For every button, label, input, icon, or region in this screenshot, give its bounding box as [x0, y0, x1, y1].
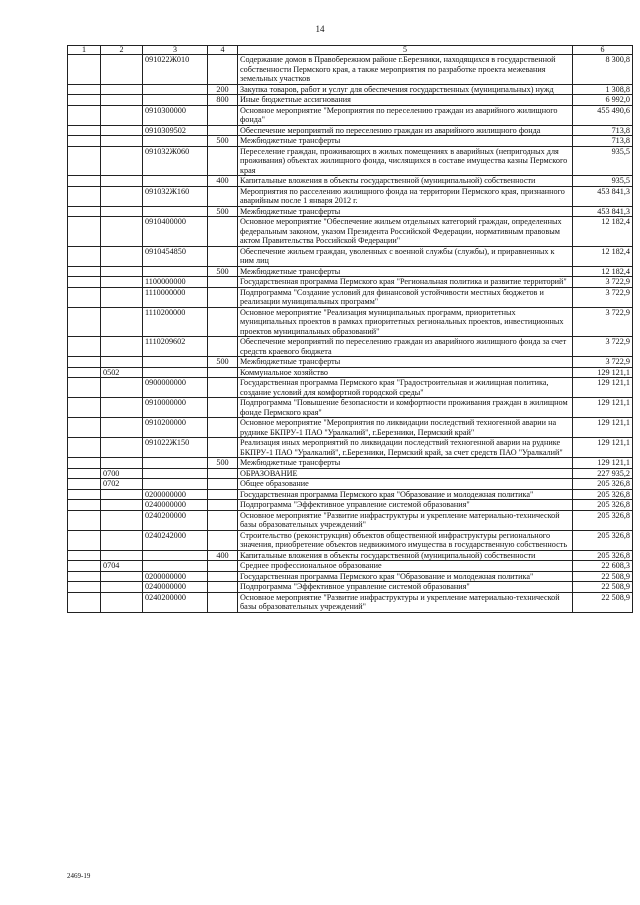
row-number-cell [68, 95, 101, 106]
table-row [68, 479, 633, 490]
row-number-cell [68, 266, 101, 277]
target-article-cell [143, 479, 208, 490]
target-article-cell: 0910000000 [143, 398, 208, 418]
section-code-cell [101, 550, 143, 561]
section-code-cell [101, 246, 143, 266]
target-article-cell [143, 561, 208, 572]
amount-cell: 205 326,8 [573, 479, 633, 490]
description-cell: Основное мероприятие "Мероприятия по ликвидации последствий техногенной аварии на руднике БКПРУ-1 ПАО "Уралкалий", г.Березники, Пермский край" [238, 418, 573, 438]
target-article-cell: 1110209602 [143, 337, 208, 357]
description-cell: Государственная программа Пермского края "Региональная политика и развитие территорий" [238, 277, 573, 288]
expense-type-cell [208, 217, 238, 247]
row-number-cell [68, 206, 101, 217]
footer-code: 2469-19 [67, 872, 91, 880]
section-code-cell [101, 418, 143, 438]
amount-cell: 3 722,9 [573, 277, 633, 288]
amount-cell: 12 182,4 [573, 266, 633, 277]
table-row [68, 561, 633, 572]
amount-cell: 205 326,8 [573, 510, 633, 530]
amount-cell: 129 121,1 [573, 398, 633, 418]
row-number-cell [68, 84, 101, 95]
header-cell-5: 5 [238, 46, 573, 55]
table-row [68, 571, 633, 582]
description-cell: Межбюджетные трансферты [238, 136, 573, 147]
table-row [68, 125, 633, 136]
row-number-cell [68, 246, 101, 266]
section-code-cell [101, 55, 143, 85]
target-article-cell [143, 367, 208, 378]
header-cell-6: 6 [573, 46, 633, 55]
expense-type-cell: 500 [208, 266, 238, 277]
table-row [68, 489, 633, 500]
expense-type-cell [208, 55, 238, 85]
description-cell: Обеспечение мероприятий по переселению граждан из аварийного жилищного фонда [238, 125, 573, 136]
expense-type-cell: 500 [208, 357, 238, 368]
header-cell-2: 2 [101, 46, 143, 55]
table-row [68, 105, 633, 125]
row-number-cell [68, 438, 101, 458]
target-article-cell [143, 84, 208, 95]
amount-cell: 205 326,8 [573, 500, 633, 511]
budget-table [67, 45, 633, 613]
row-number-cell [68, 136, 101, 147]
row-number-cell [68, 479, 101, 490]
description-cell: Основное мероприятие "Мероприятия по переселению граждан из аварийного жилищного фонда" [238, 105, 573, 125]
header-cell-4: 4 [208, 46, 238, 55]
section-code-cell [101, 136, 143, 147]
target-article-cell: 091032Ж060 [143, 146, 208, 176]
description-cell: Основное мероприятие "Обеспечение жильем отдельных категорий граждан, определенных федеральным законом, указом Президента Российской Федерации, нормативным правовым актом Правительства Российской Федерации" [238, 217, 573, 247]
description-cell: Среднее профессиональное образование [238, 561, 573, 572]
section-code-cell [101, 530, 143, 550]
expense-type-cell [208, 287, 238, 307]
table-row [68, 582, 633, 593]
section-code-cell [101, 125, 143, 136]
section-code-cell [101, 337, 143, 357]
section-code-cell [101, 206, 143, 217]
section-code-cell [101, 146, 143, 176]
row-number-cell [68, 500, 101, 511]
expense-type-cell [208, 479, 238, 490]
amount-cell: 453 841,3 [573, 186, 633, 206]
expense-type-cell [208, 398, 238, 418]
target-article-cell: 0910454850 [143, 246, 208, 266]
amount-cell: 713,8 [573, 125, 633, 136]
section-code-cell [101, 84, 143, 95]
expense-type-cell [208, 500, 238, 511]
table-row [68, 398, 633, 418]
section-code-cell [101, 277, 143, 288]
target-article-cell: 1110200000 [143, 307, 208, 337]
expense-type-cell [208, 438, 238, 458]
section-code-cell: 0704 [101, 561, 143, 572]
expense-type-cell [208, 307, 238, 337]
description-cell: Мероприятия по расселению жилищного фонда на территории Пермского края, признанного аварийным после 1 января 2012 г. [238, 186, 573, 206]
section-code-cell: 0700 [101, 468, 143, 479]
amount-cell: 129 121,1 [573, 378, 633, 398]
row-number-cell [68, 357, 101, 368]
table-row [68, 55, 633, 85]
target-article-cell: 0910200000 [143, 418, 208, 438]
row-number-cell [68, 105, 101, 125]
expense-type-cell [208, 125, 238, 136]
amount-cell: 205 326,8 [573, 530, 633, 550]
row-number-cell [68, 468, 101, 479]
row-number-cell [68, 550, 101, 561]
section-code-cell [101, 378, 143, 398]
section-code-cell [101, 287, 143, 307]
description-cell: Межбюджетные трансферты [238, 206, 573, 217]
row-number-cell [68, 561, 101, 572]
table-row [68, 287, 633, 307]
target-article-cell: 0240200000 [143, 592, 208, 612]
target-article-cell: 0910309502 [143, 125, 208, 136]
table-row [68, 510, 633, 530]
expense-type-cell [208, 105, 238, 125]
expense-type-cell [208, 337, 238, 357]
target-article-cell: 0240200000 [143, 510, 208, 530]
description-cell: Капитальные вложения в объекты государственной (муниципальной) собственности [238, 550, 573, 561]
target-article-cell [143, 458, 208, 469]
row-number-cell [68, 146, 101, 176]
target-article-cell: 0240242000 [143, 530, 208, 550]
row-number-cell [68, 458, 101, 469]
target-article-cell: 091032Ж160 [143, 186, 208, 206]
header-cell-1: 1 [68, 46, 101, 55]
row-number-cell [68, 217, 101, 247]
amount-cell: 1 308,8 [573, 84, 633, 95]
amount-cell: 205 326,8 [573, 489, 633, 500]
description-cell: Подпрограмма "Повышение безопасности и комфортности проживания граждан в жилищном фонде Пермского края" [238, 398, 573, 418]
expense-type-cell: 500 [208, 136, 238, 147]
target-article-cell: 0900000000 [143, 378, 208, 398]
section-code-cell [101, 592, 143, 612]
expense-type-cell: 200 [208, 84, 238, 95]
description-cell: Иные бюджетные ассигнования [238, 95, 573, 106]
description-cell: Подпрограмма "Создание условий для финансовой устойчивости местных бюджетов и реализации муниципальных программ" [238, 287, 573, 307]
section-code-cell [101, 489, 143, 500]
row-number-cell [68, 176, 101, 187]
amount-cell: 3 722,9 [573, 287, 633, 307]
section-code-cell [101, 458, 143, 469]
amount-cell: 455 490,6 [573, 105, 633, 125]
section-code-cell [101, 510, 143, 530]
amount-cell: 22 508,9 [573, 592, 633, 612]
amount-cell: 935,5 [573, 146, 633, 176]
section-code-cell [101, 95, 143, 106]
expense-type-cell [208, 510, 238, 530]
amount-cell: 12 182,4 [573, 217, 633, 247]
expense-type-cell [208, 582, 238, 593]
section-code-cell [101, 217, 143, 247]
row-number-cell [68, 582, 101, 593]
table-row [68, 438, 633, 458]
expense-type-cell [208, 277, 238, 288]
amount-cell: 12 182,4 [573, 246, 633, 266]
table-row [68, 146, 633, 176]
description-cell: Строительство (реконструкция) объектов общественной инфраструктуры регионального значения, приобретение объектов недвижимого имущества в государственную собственность [238, 530, 573, 550]
row-number-cell [68, 378, 101, 398]
target-article-cell [143, 468, 208, 479]
row-number-cell [68, 592, 101, 612]
description-cell: Государственная программа Пермского края "Образование и молодежная политика" [238, 489, 573, 500]
table-row [68, 378, 633, 398]
section-code-cell [101, 582, 143, 593]
target-article-cell [143, 357, 208, 368]
target-article-cell: 0910300000 [143, 105, 208, 125]
row-number-cell [68, 398, 101, 418]
expense-type-cell: 400 [208, 176, 238, 187]
expense-type-cell [208, 186, 238, 206]
expense-type-cell [208, 418, 238, 438]
table-row [68, 206, 633, 217]
row-number-cell [68, 530, 101, 550]
expense-type-cell [208, 378, 238, 398]
description-cell: Основное мероприятие "Развитие инфраструктуры и укрепление материально-технической базы образовательных учреждений" [238, 592, 573, 612]
description-cell: Общее образование [238, 479, 573, 490]
expense-type-cell: 500 [208, 458, 238, 469]
table-row [68, 592, 633, 612]
description-cell: Государственная программа Пермского края "Градостроительная и жилищная политика, создание условий для комфортной городской среды" [238, 378, 573, 398]
expense-type-cell [208, 530, 238, 550]
expense-type-cell [208, 592, 238, 612]
target-article-cell: 0910400000 [143, 217, 208, 247]
table-row [68, 418, 633, 438]
amount-cell: 8 300,8 [573, 55, 633, 85]
expense-type-cell [208, 561, 238, 572]
description-cell: Подпрограмма "Эффективное управление системой образования" [238, 500, 573, 511]
description-cell: Содержание домов в Правобережном районе г.Березники, находящихся в государственной собственности Пермского края, а также мероприятия по разработке проекта межевания земельных участков [238, 55, 573, 85]
row-number-cell [68, 277, 101, 288]
section-code-cell [101, 307, 143, 337]
table-row [68, 468, 633, 479]
description-cell: Реализация иных мероприятий по ликвидации последствий техногенной аварии на руднике БКПРУ-1 ПАО "Уралкалий", г.Березники, Пермский край, за счет средств ПАО "Уралкалий" [238, 438, 573, 458]
row-number-cell [68, 55, 101, 85]
page-number: 14 [315, 24, 325, 34]
expense-type-cell [208, 571, 238, 582]
table-row [68, 500, 633, 511]
row-number-cell [68, 571, 101, 582]
amount-cell: 3 722,9 [573, 357, 633, 368]
target-article-cell [143, 176, 208, 187]
row-number-cell [68, 489, 101, 500]
description-cell: Государственная программа Пермского края "Образование и молодежная политика" [238, 571, 573, 582]
amount-cell: 3 722,9 [573, 307, 633, 337]
row-number-cell [68, 307, 101, 337]
section-code-cell [101, 500, 143, 511]
expense-type-cell: 500 [208, 206, 238, 217]
table-row [68, 84, 633, 95]
amount-cell: 205 326,8 [573, 550, 633, 561]
expense-type-cell [208, 146, 238, 176]
table-body [68, 46, 633, 613]
table-row [68, 217, 633, 247]
description-cell: Основное мероприятие "Реализация муниципальных программ, приоритетных муниципальных проектов в рамках приоритетных региональных проектов, инвестиционных проектов муниципальных образований" [238, 307, 573, 337]
section-code-cell [101, 571, 143, 582]
description-cell: Капитальные вложения в объекты государственной (муниципальной) собственности [238, 176, 573, 187]
target-article-cell: 0200000000 [143, 571, 208, 582]
amount-cell: 713,8 [573, 136, 633, 147]
amount-cell: 129 121,1 [573, 458, 633, 469]
row-number-cell [68, 418, 101, 438]
target-article-cell [143, 95, 208, 106]
amount-cell: 22 608,3 [573, 561, 633, 572]
section-code-cell [101, 266, 143, 277]
table-row [68, 307, 633, 337]
section-code-cell [101, 186, 143, 206]
target-article-cell [143, 550, 208, 561]
description-cell: Обеспечение жильем граждан, уволенных с военной службы (службы), и приравненных к ним лиц [238, 246, 573, 266]
section-code-cell: 0502 [101, 367, 143, 378]
amount-cell: 129 121,1 [573, 367, 633, 378]
expense-type-cell [208, 489, 238, 500]
table-row [68, 357, 633, 368]
target-article-cell: 1100000000 [143, 277, 208, 288]
target-article-cell: 1110000000 [143, 287, 208, 307]
description-cell: Межбюджетные трансферты [238, 266, 573, 277]
row-number-cell [68, 367, 101, 378]
section-code-cell: 0702 [101, 479, 143, 490]
table-row [68, 136, 633, 147]
amount-cell: 453 841,3 [573, 206, 633, 217]
section-code-cell [101, 105, 143, 125]
amount-cell: 22 508,9 [573, 582, 633, 593]
table-row [68, 530, 633, 550]
table-row [68, 550, 633, 561]
expense-type-cell: 400 [208, 550, 238, 561]
amount-cell: 935,5 [573, 176, 633, 187]
table-row [68, 95, 633, 106]
row-number-cell [68, 287, 101, 307]
amount-cell: 129 121,1 [573, 418, 633, 438]
target-article-cell [143, 266, 208, 277]
target-article-cell [143, 136, 208, 147]
row-number-cell [68, 510, 101, 530]
section-code-cell [101, 398, 143, 418]
table-row [68, 176, 633, 187]
target-article-cell: 0240000000 [143, 500, 208, 511]
expense-type-cell: 800 [208, 95, 238, 106]
description-cell: Основное мероприятие "Развитие инфраструктуры и укрепление материально-технической базы образовательных учреждений" [238, 510, 573, 530]
table-row [68, 458, 633, 469]
description-cell: Подпрограмма "Эффективное управление системой образования" [238, 582, 573, 593]
description-cell: Межбюджетные трансферты [238, 458, 573, 469]
table-row [68, 367, 633, 378]
header-cell-3: 3 [143, 46, 208, 55]
description-cell: Межбюджетные трансферты [238, 357, 573, 368]
description-cell: Коммунальное хозяйство [238, 367, 573, 378]
amount-cell: 6 992,0 [573, 95, 633, 106]
description-cell: Переселение граждан, проживающих в жилых помещениях в аварийных (непригодных для проживания) объектах жилищного фонда, числящихся в составе имущества казны Пермского края [238, 146, 573, 176]
section-code-cell [101, 176, 143, 187]
expense-type-cell [208, 468, 238, 479]
description-cell: Закупка товаров, работ и услуг для обеспечения государственных (муниципальных) нужд [238, 84, 573, 95]
description-cell: Обеспечение мероприятий по переселению граждан из аварийного жилищного фонда за счет средств краевого бюджета [238, 337, 573, 357]
target-article-cell: 0200000000 [143, 489, 208, 500]
table-row [68, 186, 633, 206]
table-row [68, 277, 633, 288]
table-row [68, 246, 633, 266]
amount-cell: 129 121,1 [573, 438, 633, 458]
amount-cell: 3 722,9 [573, 337, 633, 357]
section-code-cell [101, 438, 143, 458]
amount-cell: 227 935,2 [573, 468, 633, 479]
table-row [68, 337, 633, 357]
target-article-cell [143, 206, 208, 217]
row-number-cell [68, 337, 101, 357]
expense-type-cell [208, 367, 238, 378]
row-number-cell [68, 186, 101, 206]
row-number-cell [68, 125, 101, 136]
amount-cell: 22 508,9 [573, 571, 633, 582]
expense-type-cell [208, 246, 238, 266]
target-article-cell: 0240000000 [143, 582, 208, 593]
table-row [68, 266, 633, 277]
target-article-cell: 091022Ж010 [143, 55, 208, 85]
description-cell: ОБРАЗОВАНИЕ [238, 468, 573, 479]
section-code-cell [101, 357, 143, 368]
header-row [68, 46, 633, 55]
target-article-cell: 091022Ж150 [143, 438, 208, 458]
